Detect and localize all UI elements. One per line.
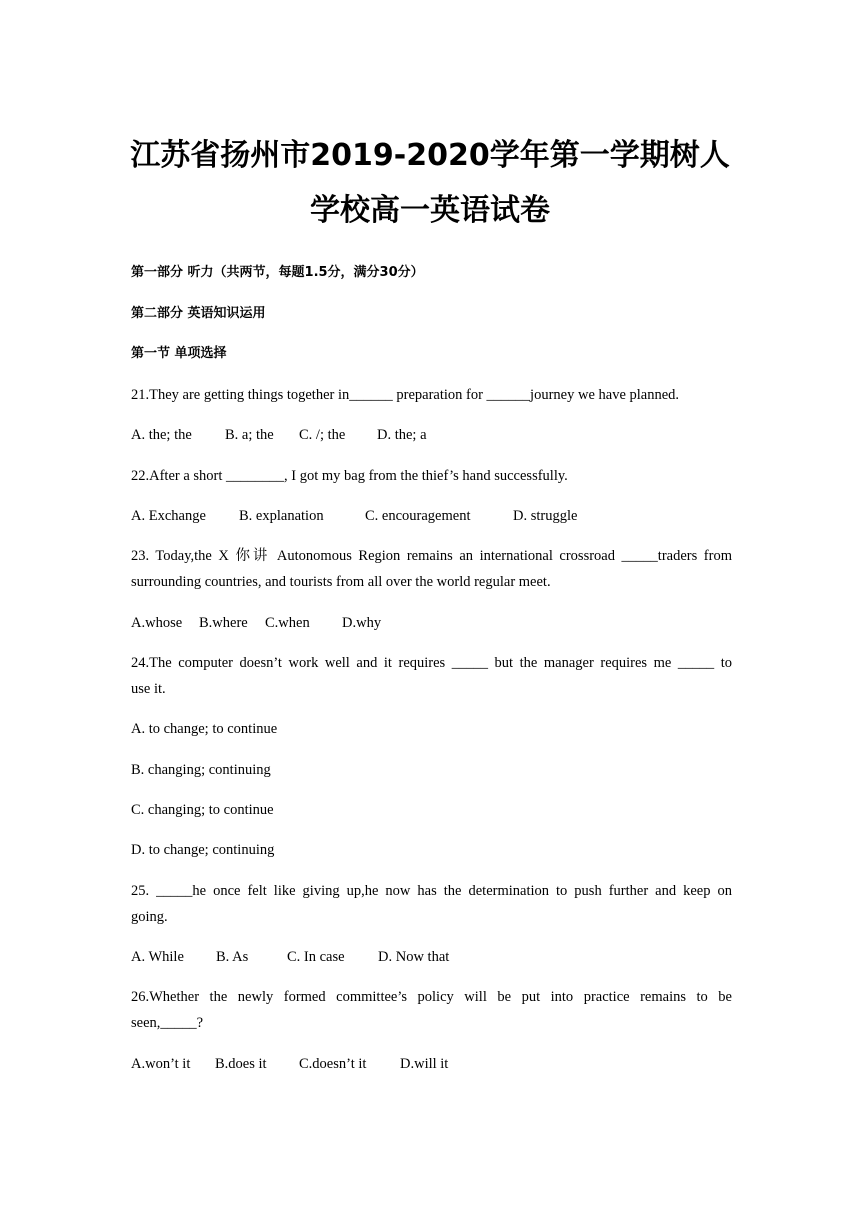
question-26-stem-line-1: 26.Whether the newly formed committee’s policy will be put into practice remains to be — [131, 989, 732, 1005]
question-24-stem-line-2: use it. — [131, 681, 166, 697]
option-d: D.will it — [400, 1056, 449, 1072]
question-24-option-b: B. changing; continuing — [131, 762, 271, 778]
option-c: C. In case — [287, 949, 345, 965]
question-26-options — [131, 1054, 448, 1074]
question-24-option-d: D. to change; continuing — [131, 842, 275, 858]
option-a: A. the; the — [131, 427, 192, 443]
option-a: A. While — [131, 949, 184, 965]
option-c: C.doesn’t it — [299, 1056, 367, 1072]
question-24-stem-line-1: 24.The computer doesn’t work well and it requires _____ but the manager requires me _____ to — [131, 655, 732, 671]
option-d: D. Now that — [378, 949, 450, 965]
question-23-stem-line-1: 23. Today,the X 你讲 Autonomous Region remains an international crossroad _____traders from — [131, 548, 732, 564]
question-22-options — [131, 506, 577, 526]
option-a: A. Exchange — [131, 508, 206, 524]
question-24-option-a: A. to change; to continue — [131, 721, 278, 737]
question-21-stem: 21.They are getting things together in______ preparation for ______journey we have planned. — [131, 387, 680, 403]
section-heading-part-2: 第二部分 英语知识运用 — [131, 306, 266, 321]
question-25-stem-line-1: 25. _____he once felt like giving up,he now has the determination to push further and keep on — [131, 883, 732, 899]
option-c: C. encouragement — [365, 508, 471, 524]
question-25-options — [131, 947, 449, 967]
document-title-line-2: 学校高一英语试卷 — [310, 193, 550, 228]
option-d: D.why — [342, 615, 382, 631]
option-c: C. /; the — [299, 427, 346, 443]
option-a: A.whose — [131, 615, 183, 631]
question-26-stem-line-2: seen,_____? — [131, 1015, 204, 1031]
option-b: B.does it — [215, 1056, 267, 1072]
option-d: D. the; a — [377, 427, 427, 443]
option-d: D. struggle — [513, 508, 578, 524]
document-title-line-1: 江苏省扬州市2019-2020学年第一学期树人 — [130, 138, 730, 173]
question-21-options — [131, 425, 427, 445]
option-a: A.won’t it — [131, 1056, 191, 1072]
section-heading-part-1: 第一部分 听力（共两节，每题1.5分，满分30分） — [131, 265, 424, 280]
section-heading-single-choice: 第一节 单项选择 — [131, 346, 227, 361]
question-25-stem-line-2: going. — [131, 909, 168, 925]
option-b: B.where — [199, 615, 248, 631]
option-c: C.when — [265, 615, 310, 631]
question-23-options — [131, 613, 381, 633]
option-b: B. a; the — [225, 427, 274, 443]
question-22-stem: 22.After a short ________, I got my bag from the thief’s hand successfully. — [131, 468, 568, 484]
question-24-option-c: C. changing; to continue — [131, 802, 274, 818]
question-23-stem-line-2: surrounding countries, and tourists from all over the world regular meet. — [131, 574, 551, 590]
option-b: B. explanation — [239, 508, 324, 524]
option-b: B. As — [216, 949, 249, 965]
